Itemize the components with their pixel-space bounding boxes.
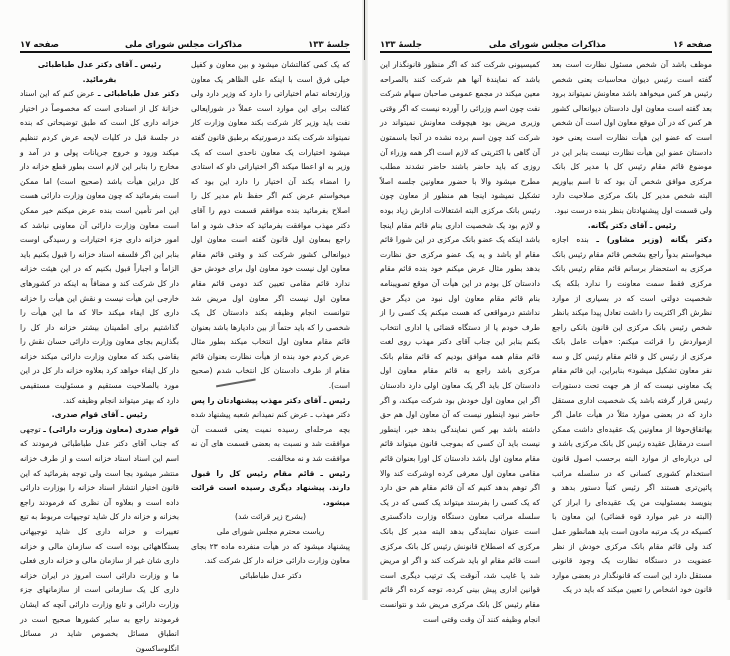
left-page-left-column: [20, 58, 180, 653]
right-page-number: صفحه ۱۶: [673, 40, 712, 50]
right-page-left-column: [380, 58, 540, 624]
left-page-right-column: [191, 58, 350, 590]
speech-text: عرض کنم که این اسناد خزانهٔ کل از اسنادی است که مخصوصاً در اختیار خزانه داری کل است که طبق توضیحاتی که بنده در جلسهٔ قبل در کلیات لایحه عرض کردم تنظیم میکند ورود و خروج جریانات پولی و در آمد و مخارج را بنابر این لازم است بطور قطع خزانه دار کل دراین هیأت باشد (صحیح است) اما ممکن است بفرمائید که چون معاون وزارت دارائی هست این امر تأمین است بنده عرض میکنم خیر ممکن است معاون وزارت دارائی آن معاونی نباشد که امور خزانه داری جزء اختیارات و رسیدگی اوست بنابر این اگر فلسفه اسناد خزانه را قبول بکنیم باید الزاماً و اجباراً قبول بکنیم که در این هیئت خزانه دار کل شرکت کند و مضافاً به اینکه در کشورهای خارجی این هیأت نیست و نقش این هیأت را خزانه داری کل ایفاء میکند حالا که ما این هیأت را گذاشتیم برای اطمینان بیشتر خزانه دار کل را بگذاریم بجای معاون وزارت دارائی حسان نقش را بقاضی بکند که معاون وزارت دارائی میکند خزانه دار کل ایفاء خواهد کرد بعلاوه خزانه دار کل در این مورد بالصلاحیت مستقیم و مسئولیت مستقیمی دارد که بهتر میتواند انجام وظیفه کند.: [20, 89, 179, 405]
speaker-line: رئیس ـ آقای دکتر یگانه.: [587, 220, 677, 230]
gutter-crease: [364, 0, 365, 60]
right-publication-title: مذاکرات مجلس شورای ملی: [488, 40, 607, 50]
right-page-columns: [380, 58, 712, 624]
paragraph: [20, 423, 179, 656]
paragraph: که یک کمی کفالتشان میشود و بین معاون و کفیل خیلی فرق است با اینکه علی الظاهر یک معاون وزارتخانه تمام اختیاراتی را دارد که وزیر دارد ولی کفالت برای این موارد است عملاً در شورایعالی نفت باید وزیر کار شرکت بکند معاون وزارت کار نمیتواند شرکت بکند درصورتیکه برطبق قانون گفته میشود اختیارات یک معاون ناحدی است که یک وزیر به او اعطا میکند اگر اختیاراتی داو که استادی را امضاء بکند آن اختیار را دارد این بود که میخواستم عرض کنم اگر حفظ نام مدیر کل را اصلاح بفرمائید بنده موافقم قسمت دوم را آقای دکتر مهذب موافقت بفرمائید که حذف شود و اما راجع بمعاون اول قانون گفته است معاون اول دیوانعالی کشور شرکت کند و وقتی قائم مقام معاون اول نیست خود معاون اول برای خودش حق ندارد قائم مقامی تعیین کند دومی قائم مقام معاون اول نیست اگر معاون اول مریض شد نتوانست انجام وظیفه بکند دادستان کل یک شخصی را که باید حتماً از بین دادیارها باشد بعنوان قائم مقام معاون اول انتخاب میکند بطور مثال عرض کردم خود بنده از هیأت نظارت بعنوان قائم مقام از طرف دادستان کل انتخاب شدم (صحیح است).: [191, 60, 350, 391]
paragraph: [20, 87, 179, 408]
left-session-label: جلسهٔ ۱۳۳: [308, 40, 350, 50]
speaker-line: رئیس ـ آقای دکتر عدل طباطبائی بفرمائید.: [37, 60, 162, 84]
speaker-line: رئیس ـ قائم مقام رئیس کل را قبول دارند. پیشنهاد دیگری رسیده است قرائت میشود.: [191, 468, 350, 507]
paragraph: [552, 233, 712, 598]
speaker-line: رئیس ـ آقای قوام صدری.: [51, 410, 148, 420]
left-header-rule: [20, 51, 350, 53]
speaker-line: رئیس ـ آقای دکتر مهذب پیشنهادتان را پس: [191, 395, 350, 405]
speech-text: بنده اجازه میخواستم بدواً راجع بشخص قائم مقام رئیس بانک مرکزی به استحضار برسانم قائم مقام رئیس بانک مرکزی فقط سمت معاونت را ندارد بلکه یک شخصیت دولتی است که در بسیاری از موارد نظرش اگر اکثریت را داشت تعادل پیدا میکند بانظر شخص رئیس بانک مرکزی این قانون بانکی راجع ازمواردش را قرائت میکنم: «هیأت عامل بانک مرکزی از رئیس کل و قائم مقام رئیس کل و سه نفر معاون تشکیل میشود» بنابراین، این قائم مقام یک معاونی نیست که از هر جهت تحت دستورات رئیس قرار گرفته باشد یک شخصیت اداری مستقل دارد که در بعضی موارد مثلاً در هیأت عامل اگر بهاتفاق‌حوفا از معاونین یک عقیده‌ای داشت ممکن است درمقابل عقیده رئیس کل بانک مرکزی باشد و لی درباره‌ای از موارد البته برحسب اصول قانون استخدام کشوری کسانی که در سلسله مراتب پائین‌تری هستند اگر رئیس کتباً دستور بدهد و بنویسد بمسئولیت من یک عقیده‌ای را ابراز کن (البته در غیر موارد قوه قضائی) این معاون با کسیکه در یک مرتبه مادون است باید همانطور عمل کند ولی قائم مقام بانک مرکزی خودش از نظر عضویت در دستگاه نظارت یک وجود قانونی مستقل دارد این است که قانونگذار در بعضی موارد قانون خود اشخاص را تعیین میکند که باید در یک: [552, 235, 712, 595]
signature: دکتر عدل طباطبائی: [239, 570, 302, 580]
left-page-columns: [20, 58, 351, 653]
right-page: [368, 0, 730, 624]
centered-address: ریاست محترم مجلس شورای ملی: [216, 527, 325, 536]
speaker-name: دکتر یگانه (وزیر مشاور) ـ: [596, 235, 712, 245]
left-page-number: صفحه ۱۷: [20, 40, 59, 50]
scan-right-edge-shadow: [726, 0, 730, 600]
paragraph: کمیسیونی شرکت کند که اگر منظور قانونگذار این باشد که نمایندهٔ آنها هم شرکت کنند بالصراحه معین میکند در مجمع عمومی صاحبان سهام شرکت نفت چون اسم وزرائی را آورده نیست که اگر وقتی وزیری مریض بود هیچوقت معاونش نمیتواند در شرکت کند چون اسم برده نشده در آنجا باسمتون آن گاهی با اکثریتی که لازم است اگر همه وزراء آن روزی که باید حاضر باشند حاضر نشدند مطلب مطرح میشود والا با حضور معاونین جلسه اصلاً تشکیل نمیشود اینجا هم منظور از معاون چون رئیس بانک مرکزی البته اشتغالات ادارش زیاد بوده و لازم بود یک شخصیت اداری بنام قائم مقام اینجا باشد اینکه یک عضو بانک مرکزی در این شورا قائم مقام او باشد و یه یک عضو مرکزی حق نظارت بدهد بطور مثال عرض میکنم خود بنده قائم مقام دادستان کل بودم در این هیأت آن موقع تصویبنامه بنام قائم مقام معاون اول نبود من دیگر حق نداشتم درمواقعی که هست میکنم یک کسی را از طرف خودم یا از دستگاه قضائی یا اداری انتخاب بکنم بنابر این جناب آقای دکتر مهذب روی لغت قائم مقام همه موافق بودیم که قائم مقام بانک مرکزی باشد راجع به قائم مقام معاون اول دادستان کل باید اگر یک معاون اولی دارد دادستان اگر این معاون اول خودش بود شرکت میکند، و اگر حاضر نبود اینطور نیست که آن معاون اول هم حق داشته باشد بهر کس نمایندگی بدهد خیر، اینطور نیست باید آن کسی که بموجب قانون میتواند قائم مقام معاون اول باشد دادستان کل اورا بعنوان قائم مقامی معاون اول معرفی کرده اوشرکت کند والا اگر توهم بدهد کنیم که آن قائم مقام هم حق دارد که یک کسی را بفرستد میتواند یک کسی که در یک سلسله مراتب معاون دستگاه وزارت دادگستری است عنوان نمایندگی بدهد البته مدیر کل بانک مرکزی که اصطلاح قانونش رئیس کل بانک مرکزی است قائم مقام او باید شرکت کند و اگر او مریض شد یا غایب شد، آنوقت یک ترتیب دیگری است قوانین اداری پیش بینی کرده، توجه کرده اگر قائم مقام رئیس کل بانک مرکزی مریض شد و نتوانست انجام وظیفه کنند آن وقت وقتی است: [380, 60, 540, 624]
right-session-label: جلسهٔ ۱۳۳: [380, 40, 422, 50]
left-publication-title: مذاکرات مجلس شورای ملی: [124, 40, 243, 50]
paragraph: موظف باشد آن شخص مسئول نظارت است بعد گفته است رئیس دیوان محاسبات یعنی شخص رئیس هر کس میخواهد باشد معاونش نمیتواند برود بعد گفته است معاون اول دادستان دیوانعالی کشور هر کس که در آن موقع معاون اول است آن شخص است که عضو این هیأت نظارت است یعنی خود دادستان عضو این هیأت نظارت نیست بنابر این در موضوع قائم مقام رئیس کل با مدیر کل بانک مرکزی موافق شخص آن بود که تا اسم بیاوریم البته شخص مدیر کل بانک مرکزی صلاحیت دارد ولی قسمت اول پیشنهادتان بنظر بنده درست نبود.: [552, 60, 712, 215]
left-page-header: [20, 36, 350, 50]
right-page-header: [380, 36, 712, 50]
right-header-rule: [380, 51, 712, 53]
centered-note: (بشرح زیر قرائت شد): [235, 512, 306, 522]
paragraph: دکتر مهذب ـ عرض کنم نمیدانم شعبه پیشنهاد شده بچه مرحله‌ای رسیده نمیت یعنی قسمت آن موافقت شد و نسبت به بعضی قسمت های آن نه موافقت شد و نه مخالفت.: [191, 410, 350, 464]
right-page-right-column: [552, 58, 712, 595]
speaker-name: دکتر عدل طباطبائی ـ: [97, 89, 180, 99]
speaker-name: قوام صدری (معاون وزارت دارائی) ـ: [43, 424, 179, 434]
proposal-text: پیشنهاد میشود که در هیأت منفرده ماده ۲۳ بجای معاون وزارت دارائی خزانه دار کل شرکت کند.: [191, 541, 351, 566]
speech-text: توجهی که جناب آقای دکتر عدل طباطبائی فرمودند که اسم این اسناد اسناد خزانه است و از طرف خزانه منتشر میشود بجا است ولی توجه بفرمائید که این قانون اختیار انتشار اسناد خزانه را بوزارت دارائی داده است و بعلاوه آن نظری که فرمودند راجع بخزانه و خزانه دار کل شاید توجیهات مربوط به تبع تغییرات و خزانه داری کل شاید توجیهاتی بستگاههائی بوده است که سازمان مالی و خزانه داری شان غیر از سازمان مالی و خزانه داری فعلی ما و وزارت دارائی است امروز در ایران خزانه داری کل یک سازمانی است از سازمانهای جزء وزارت دارائی و تابع وزارت دارائی آنچه که ایشان فرمودند راجع به سایر کشورها صحیح است در انطباق مسائل بخصوص شاید در مسائل انگلوساکسون: [20, 424, 179, 653]
left-page: [0, 0, 362, 653]
